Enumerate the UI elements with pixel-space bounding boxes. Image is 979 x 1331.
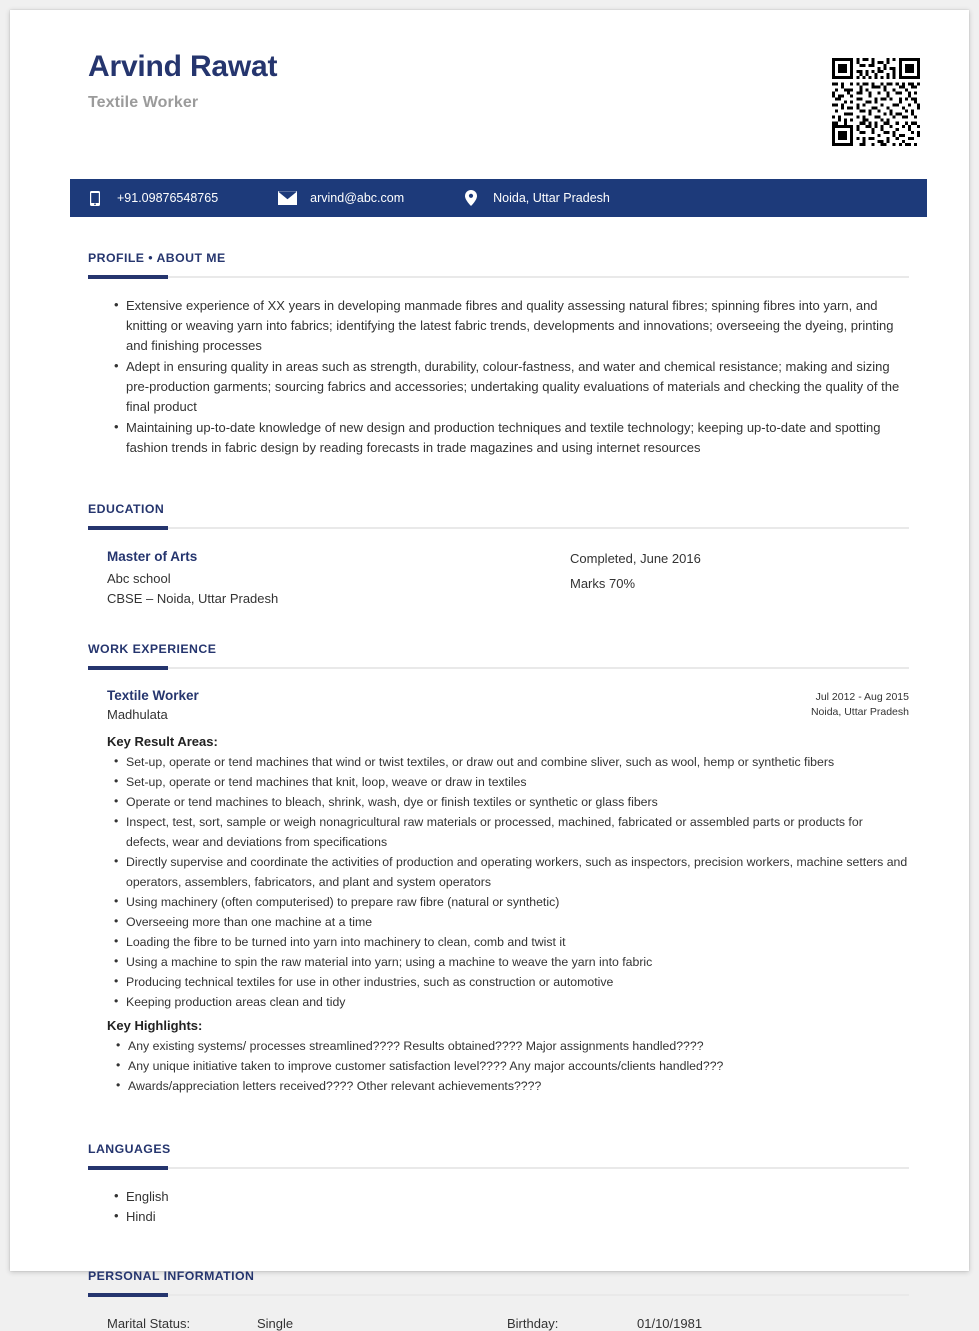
resume-content — [10, 251, 969, 1331]
personal-info-row — [88, 1316, 909, 1331]
phone-icon — [85, 191, 104, 206]
list-item: • Using a machine to spin the raw material into yarn; using a machine to weave the yarn into fabric — [114, 952, 909, 972]
contact-phone[interactable] — [85, 191, 218, 206]
section-rule — [88, 526, 909, 530]
education-degree: Master of Arts — [107, 549, 198, 564]
list-item: • Awards/appreciation letters received???? Other relevant achievements???? — [116, 1076, 909, 1096]
section-languages — [88, 1142, 909, 1227]
section-heading-languages: LANGUAGES — [88, 1142, 171, 1156]
work-entry-header — [88, 688, 909, 722]
section-heading-personal-information: PERSONAL INFORMATION — [88, 1269, 255, 1283]
section-personal-information — [88, 1269, 909, 1331]
section-rule — [88, 1166, 909, 1170]
education-school: Abc school — [107, 571, 171, 586]
list-item: • Overseeing more than one machine at a time — [114, 912, 909, 932]
list-item: • Hindi — [114, 1207, 909, 1227]
work-entry-meta — [811, 688, 909, 720]
contact-location[interactable] — [461, 190, 610, 206]
contact-email-text: arvind@abc.com — [310, 191, 405, 205]
list-item: • Using machinery (often computerised) to prepare raw fibre (natural or synthetic) — [114, 892, 909, 912]
contact-phone-text: +91.09876548765 — [117, 191, 219, 205]
section-heading-education: EDUCATION — [88, 502, 165, 516]
education-marks: Marks 70% — [570, 576, 636, 591]
languages-list — [114, 1187, 909, 1227]
personal-info-label-birthday: Birthday: — [507, 1316, 559, 1331]
section-profile — [88, 251, 909, 458]
education-entry — [88, 549, 909, 609]
key-highlights-list — [116, 1036, 909, 1096]
work-dates: Jul 2012 - Aug 2015 — [815, 691, 909, 703]
list-item: • Extensive experience of XX years in developing manmade fibres and quality assessing natural fibres; spinning fibres into yarn, and knitting or weaving yarn into fabrics; identifying the latest fabric trends, developments and innovations; overseeing the dyeing, printing and finishing processes — [114, 296, 909, 356]
section-work-experience — [88, 642, 909, 1096]
key-result-areas-list — [114, 752, 909, 1012]
contact-email[interactable] — [278, 191, 404, 205]
key-highlights-label: Key Highlights: — [107, 1018, 203, 1033]
header-job-title: Textile Worker — [88, 94, 199, 111]
work-company: Madhulata — [107, 707, 168, 722]
personal-info-label-marital-status: Marital Status: — [107, 1316, 191, 1331]
personal-info-value-marital-status: Single — [257, 1316, 294, 1331]
list-item: • Operate or tend machines to bleach, shrink, wash, dye or finish textiles or synthetic or glass fibers — [114, 792, 909, 812]
list-item: • Directly supervise and coordinate the activities of production and operating workers, such as inspectors, precision workers, machine setters and operators, assemblers, fabricators, and plant and system operators — [114, 852, 909, 892]
profile-bullet-list — [114, 296, 909, 458]
list-item: • English — [114, 1187, 909, 1207]
list-item: • Any existing systems/ processes streamlined???? Results obtained???? Major assignments handled???? — [116, 1036, 909, 1056]
resume-page — [10, 10, 969, 1331]
list-item: • Maintaining up-to-date knowledge of new design and production techniques and textile technology; keeping up-to-date and spotting fashion trends in fabric design by reading forecasts in trade magazines and using internet resources — [114, 418, 909, 458]
list-item: • Any unique initiative taken to improve customer satisfaction level???? Any major accounts/clients handled??? — [116, 1056, 909, 1076]
list-item: • Loading the fibre to be turned into yarn into machinery to clean, comb and twist it — [114, 932, 909, 952]
list-item: • Inspect, test, sort, sample or weigh nonagricultural raw materials or processed, machined, fabricated or assembled parts or products for defects, wear and deviations from specifications — [114, 812, 909, 852]
work-location: Noida, Uttar Pradesh — [810, 706, 909, 718]
contact-location-text: Noida, Uttar Pradesh — [493, 191, 610, 205]
education-board-location: CBSE – Noida, Uttar Pradesh — [107, 591, 279, 606]
section-rule — [88, 275, 909, 279]
section-heading-work-experience: WORK EXPERIENCE — [88, 642, 217, 656]
key-result-areas-label: Key Result Areas: — [107, 734, 218, 749]
work-role: Textile Worker — [107, 688, 199, 703]
resume-header — [10, 10, 969, 170]
section-education — [88, 502, 909, 609]
education-status: Completed, June 2016 — [570, 551, 701, 566]
list-item: • Keeping production areas clean and tidy — [114, 992, 909, 1012]
list-item: • Set-up, operate or tend machines that wind or twist textiles, or draw out and combine sliver, such as wool, hemp or synthetic fibers — [114, 752, 909, 772]
envelope-icon — [278, 191, 297, 205]
section-heading-profile: PROFILE • ABOUT ME — [88, 251, 226, 265]
list-item: • Producing technical textiles for use in other industries, such as construction or automotive — [114, 972, 909, 992]
page-title: Arvind Rawat — [88, 50, 278, 83]
list-item: • Adept in ensuring quality in areas such as strength, durability, colour-fastness, and water and chemical resistance; making and sizing pre-production garments; sourcing fabrics and accessories; undertaking quality evaluations of materials and checking the quality of the final product — [114, 357, 909, 417]
list-item: • Set-up, operate or tend machines that knit, loop, weave or draw in textiles — [114, 772, 909, 792]
work-entry-titles — [107, 688, 199, 722]
map-pin-icon — [461, 190, 480, 206]
section-rule — [88, 666, 909, 670]
contact-bar — [70, 179, 927, 217]
education-entry-right — [570, 549, 909, 609]
personal-info-value-birthday: 01/10/1981 — [637, 1316, 703, 1331]
education-entry-left — [88, 549, 570, 609]
section-rule — [88, 1293, 909, 1297]
qr-code-icon — [832, 58, 920, 146]
